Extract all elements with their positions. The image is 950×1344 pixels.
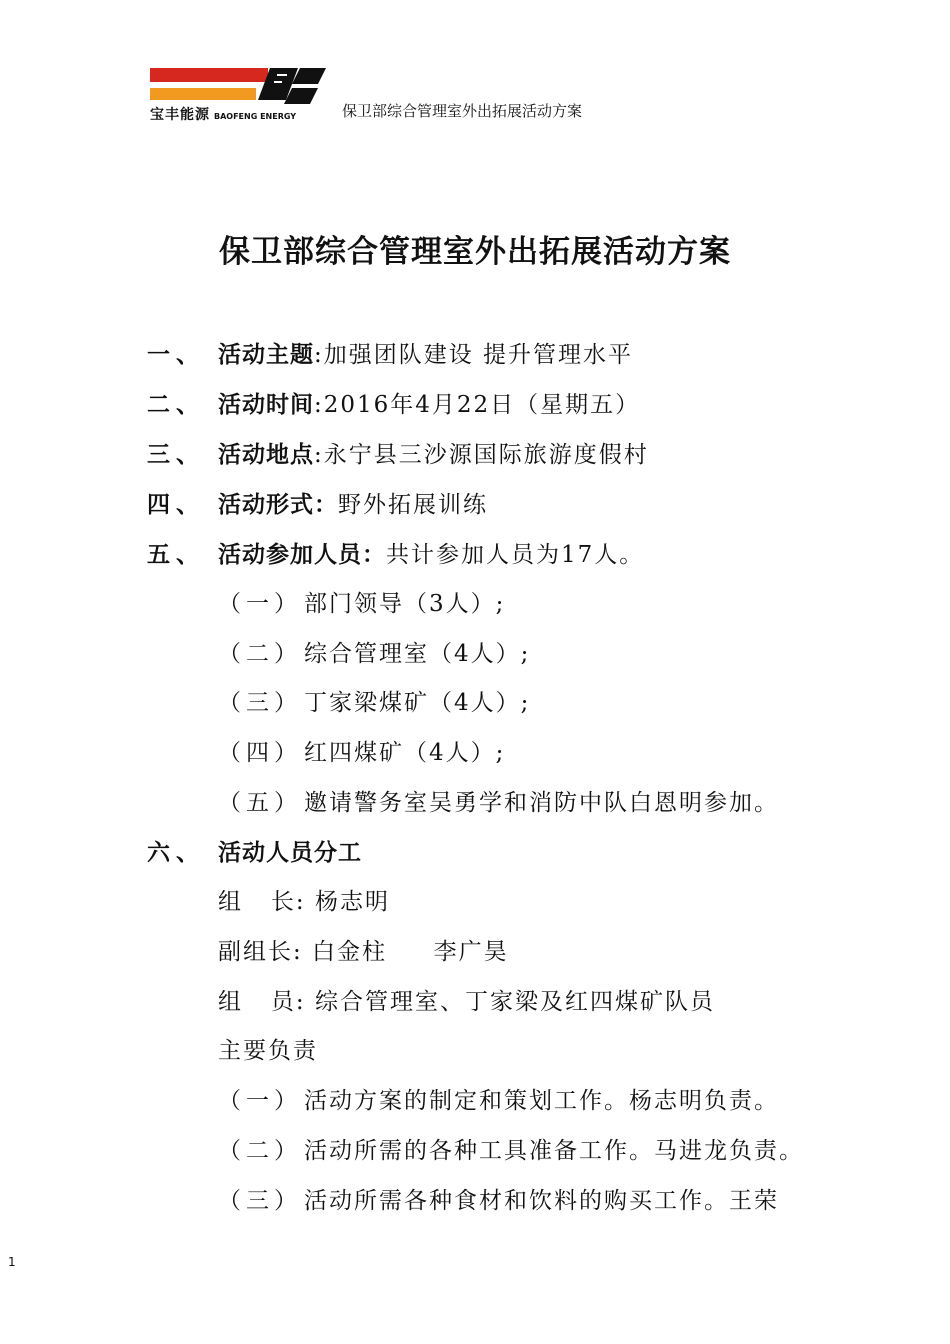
logo-text: 宝丰能源 BAOFENG ENERGY <box>150 107 297 123</box>
section-label: 活动形式： <box>218 492 338 518</box>
participant-item: （四）红四煤矿（4人）; <box>218 740 506 766</box>
participant-item: （五）邀请警务室吴勇学和消防中队白恩明参加。 <box>218 790 779 816</box>
role-leader: 组 长: 杨志明 <box>218 889 390 915</box>
participant-item: （一）部门领导（3人）; <box>218 591 506 617</box>
participant-item: （三）丁家梁煤矿（4人）; <box>218 690 531 716</box>
section-value: 共计参加人员为17人。 <box>386 542 645 568</box>
section-value: 2016年4月22日（星期五） <box>323 392 641 418</box>
section-label: 活动人员分工 <box>218 840 362 866</box>
page-number: 1 <box>8 1255 16 1269</box>
section-label: 活动参加人员： <box>218 542 386 568</box>
section-value: 加强团队建设 提升管理水平 <box>323 342 634 368</box>
duty-item: （一）活动方案的制定和策划工作。杨志明负责。 <box>218 1088 779 1114</box>
section-label: 活动地点 <box>218 442 314 468</box>
role-deputy: 副组长: 白金柱 李广昊 <box>218 939 509 965</box>
section-number: 一、 <box>147 342 205 368</box>
participant-item: （二）综合管理室（4人）; <box>218 641 531 667</box>
duty-item: （二）活动所需的各种工具准备工作。马进龙负责。 <box>218 1138 804 1164</box>
header-title: 保卫部综合管理室外出拓展活动方案 <box>342 102 583 120</box>
section-label: 活动时间 <box>218 392 314 418</box>
section-number: 三、 <box>147 442 205 468</box>
section-value: 野外拓展训练 <box>338 492 488 518</box>
section-number: 五、 <box>147 542 205 568</box>
section-number: 二、 <box>147 392 205 418</box>
duties-heading: 主要负责 <box>218 1038 318 1064</box>
role-members: 组 员: 综合管理室、丁家梁及红四煤矿队员 <box>218 989 715 1015</box>
section-number: 六、 <box>147 840 205 866</box>
duty-item: （三）活动所需各种食材和饮料的购买工作。王荣 <box>218 1188 779 1214</box>
section-label: 活动主题 <box>218 342 314 368</box>
section-value: 永宁县三沙源国际旅游度假村 <box>323 442 649 468</box>
section-number: 四、 <box>147 492 205 518</box>
document-title: 保卫部综合管理室外出拓展活动方案 <box>219 234 731 270</box>
